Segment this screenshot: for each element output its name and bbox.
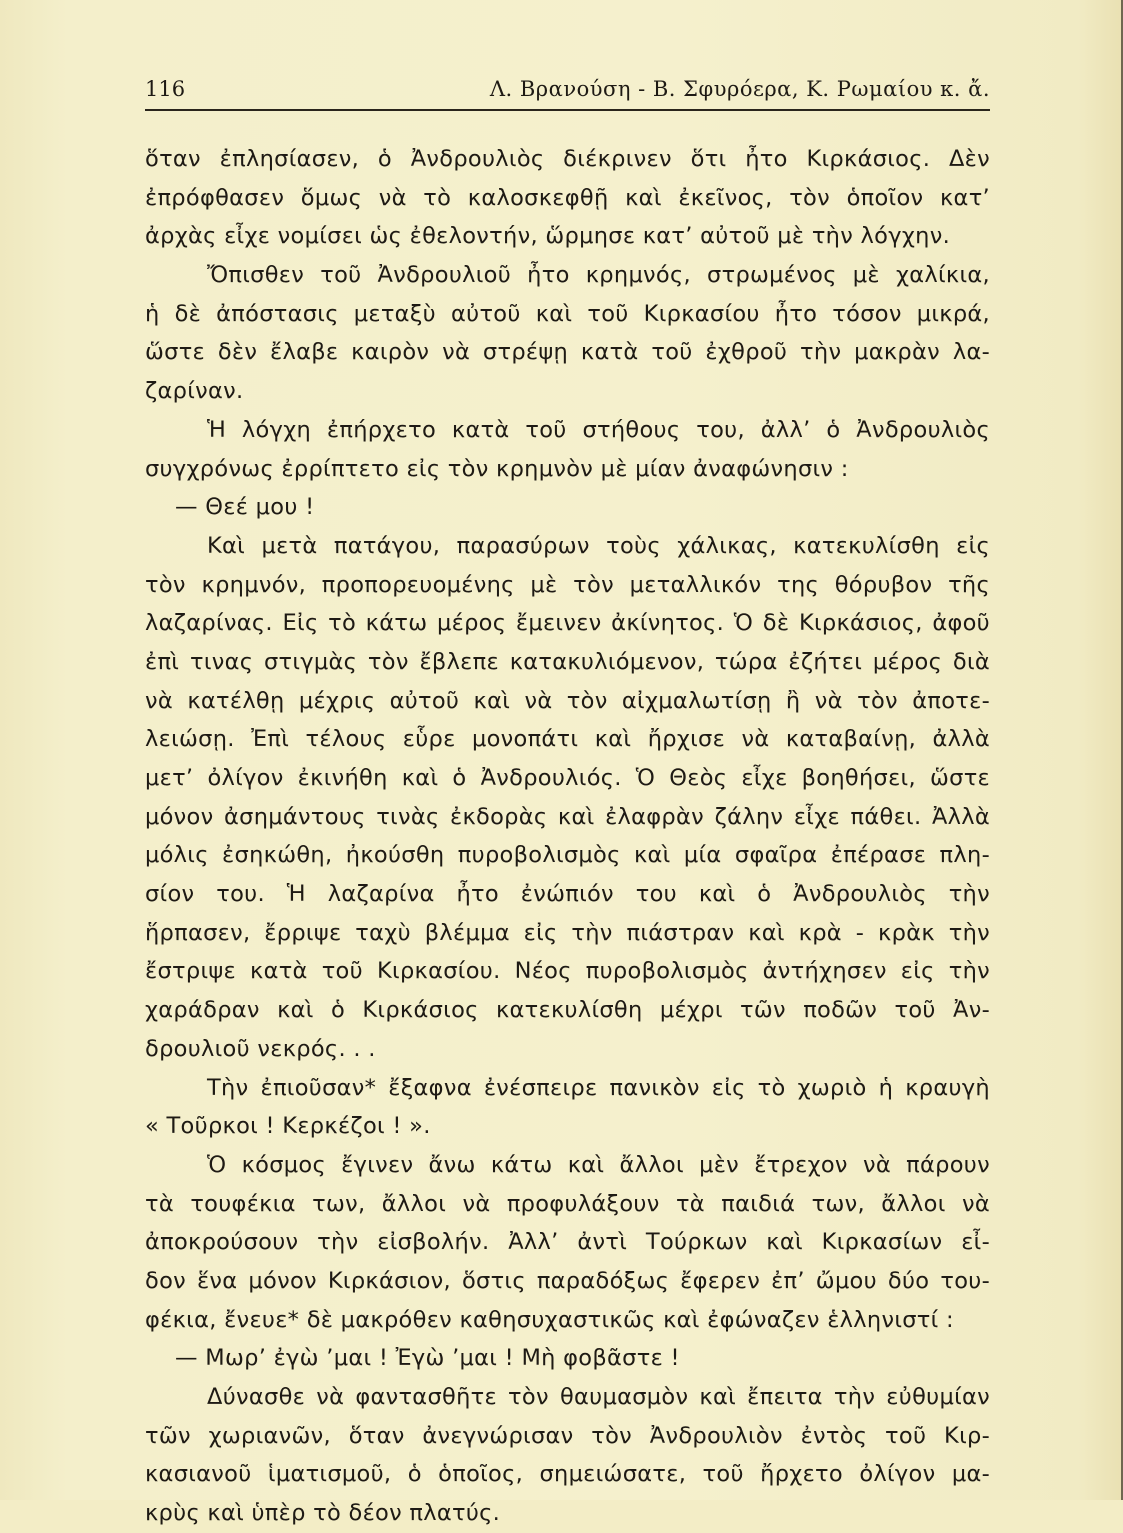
text-line: ἐπὶ τινας στιγμὰς τὸν ἔβλεπε κατακυλιόμενον, τώρα ἐζήτει μέρος διὰ bbox=[145, 648, 990, 675]
text-line: λαζαρίνας. Εἰς τὸ κάτω μέρος ἔμεινεν ἀκίνητος. Ὁ δὲ Κιρκάσιος, ἀφοῦ bbox=[145, 610, 990, 637]
text-line: φέκια, ἔνευε* δὲ μακρόθεν καθησυχαστικῶς καὶ ἐφώναζεν ἑλληνιστί : bbox=[145, 1306, 954, 1333]
text-line: ἡ δὲ ἀπόστασις μεταξὺ αὐτοῦ καὶ τοῦ Κιρκασίου ἦτο τόσον μικρά, bbox=[145, 300, 990, 327]
page-number: 116 bbox=[145, 77, 186, 101]
text-line: ἔστριψε κατὰ τοῦ Κιρκασίου. Νέος πυροβολισμὸς ἀντήχησεν εἰς τὴν bbox=[145, 958, 990, 985]
text-line: ζαρίναν. bbox=[145, 378, 244, 405]
running-head bbox=[145, 72, 990, 106]
text-line: λειώσῃ. Ἐπὶ τέλους εὗρε μονοπάτι καὶ ἤρχισε νὰ καταβαίνῃ, ἀλλὰ bbox=[145, 726, 990, 753]
header-rule bbox=[145, 109, 990, 111]
text-line: τῶν χωριανῶν, ὅταν ἀνεγνώρισαν τὸν Ἀνδρουλιὸν ἐντὸς τοῦ Κιρ- bbox=[145, 1422, 990, 1449]
text-line: Ὄπισθεν τοῦ Ἀνδρουλιοῦ ἦτο κρημνός, στρωμένος μὲ χαλίκια, bbox=[207, 262, 990, 289]
text-line: μόνον ἀσημάντους τινὰς ἐκδορὰς καὶ ἐλαφρὰν ζάλην εἶχε πάθει. Ἀλλὰ bbox=[145, 803, 990, 830]
text-line: Ὁ κόσμος ἔγινεν ἄνω κάτω καὶ ἄλλοι μὲν ἔτρεχον νὰ πάρουν bbox=[207, 1151, 990, 1178]
text-line: κασιανοῦ ἱματισμοῦ, ὁ ὁποῖος, σημειώσατε, τοῦ ἤρχετο ὀλίγον μα- bbox=[145, 1461, 990, 1488]
text-line: μετ’ ὀλίγον ἐκινήθη καὶ ὁ Ἀνδρουλιός. Ὁ Θεὸς εἶχε βοηθήσει, ὥστε bbox=[145, 765, 990, 791]
text-line: συγχρόνως ἐρρίπτετο εἰς τὸν κρημνὸν μὲ μίαν ἀναφώνησιν : bbox=[145, 455, 849, 482]
body-text bbox=[145, 140, 990, 1533]
text-line: ἀρχὰς εἶχε νομίσει ὡς ἐθελοντήν, ὥρμησε κατ’ αὐτοῦ μὲ τὴν λόγχην. bbox=[145, 223, 951, 250]
text-line: « Τοῦρκοι ! Κερκέζοι ! ». bbox=[145, 1113, 431, 1140]
dialog-line: — Θεέ μου ! bbox=[175, 494, 315, 521]
text-line: ὥστε δὲν ἔλαβε καιρὸν νὰ στρέψῃ κατὰ τοῦ ἐχθροῦ τὴν μακρὰν λα- bbox=[145, 339, 990, 366]
text-line: νὰ κατέλθῃ μέχρις αὐτοῦ καὶ νὰ τὸν αἰχμαλωτίσῃ ἢ νὰ τὸν ἀποτε- bbox=[145, 687, 990, 714]
text-line: ὅταν ἐπλησίασεν, ὁ Ἀνδρουλιὸς διέκρινεν ὅτι ἦτο Κιρκάσιος. Δὲν bbox=[145, 146, 990, 172]
dialog-line: — Μωρ’ ἐγὼ ’μαι ! Ἐγὼ ’μαι ! Μὴ φοβᾶστε ! bbox=[175, 1345, 680, 1372]
text-line: μόλις ἐσηκώθη, ἠκούσθη πυροβολισμὸς καὶ μία σφαῖρα ἐπέρασε πλη- bbox=[145, 842, 990, 869]
text-line: τὸν κρημνόν, προπορευομένης μὲ τὸν μεταλλικόν της θόρυβον τῆς bbox=[145, 571, 990, 598]
text-line: σίον του. Ἡ λαζαρίνα ἦτο ἐνώπιόν του καὶ ὁ Ἀνδρουλιὸς τὴν bbox=[145, 881, 990, 908]
text-line: δρουλιοῦ νεκρός. . . bbox=[145, 1035, 376, 1062]
text-line: κρὺς καὶ ὑπὲρ τὸ δέον πλατύς. bbox=[145, 1500, 501, 1527]
text-line: Δύνασθε νὰ φαντασθῆτε τὸν θαυμασμὸν καὶ ἔπειτα τὴν εὐθυμίαν bbox=[207, 1384, 990, 1410]
text-line: ἥρπασεν, ἔρριψε ταχὺ βλέμμα εἰς τὴν πιάστραν καὶ κρὰ - κρὰκ τὴν bbox=[145, 919, 990, 946]
running-head-title: Λ. Βρανούση - Β. Σφυρόερα, Κ. Ρωμαίου κ. ἄ. bbox=[489, 77, 990, 101]
text-line: δον ἕνα μόνον Κιρκάσιον, ὅστις παραδόξως ἔφερεν ἐπ’ ὤμου δύο του- bbox=[145, 1267, 990, 1294]
text-line: ἐπρόφθασεν ὅμως νὰ τὸ καλοσκεφθῇ καὶ ἐκεῖνος, τὸν ὁποῖον κατ’ bbox=[145, 184, 990, 211]
text-line: Ἡ λόγχη ἐπήρχετο κατὰ τοῦ στήθους του, ἀλλ’ ὁ Ἀνδρουλιὸς bbox=[207, 416, 990, 443]
text-line: τὰ τουφέκια των, ἄλλοι νὰ προφυλάξουν τὰ παιδιά των, ἄλλοι νὰ bbox=[145, 1190, 990, 1217]
text-line: Καὶ μετὰ πατάγου, παρασύρων τοὺς χάλικας, κατεκυλίσθη εἰς bbox=[207, 532, 990, 559]
text-line: χαράδραν καὶ ὁ Κιρκάσιος κατεκυλίσθη μέχρι τῶν ποδῶν τοῦ Ἀν- bbox=[145, 997, 990, 1024]
text-line: ἀποκρούσουν τὴν εἰσβολήν. Ἀλλ’ ἀντὶ Τούρκων καὶ Κιρκασίων εἶ- bbox=[145, 1229, 990, 1256]
text-line: Τὴν ἐπιοῦσαν* ἔξαφνα ἐνέσπειρε πανικὸν εἰς τὸ χωριὸ ἡ κραυγὴ bbox=[207, 1074, 990, 1101]
